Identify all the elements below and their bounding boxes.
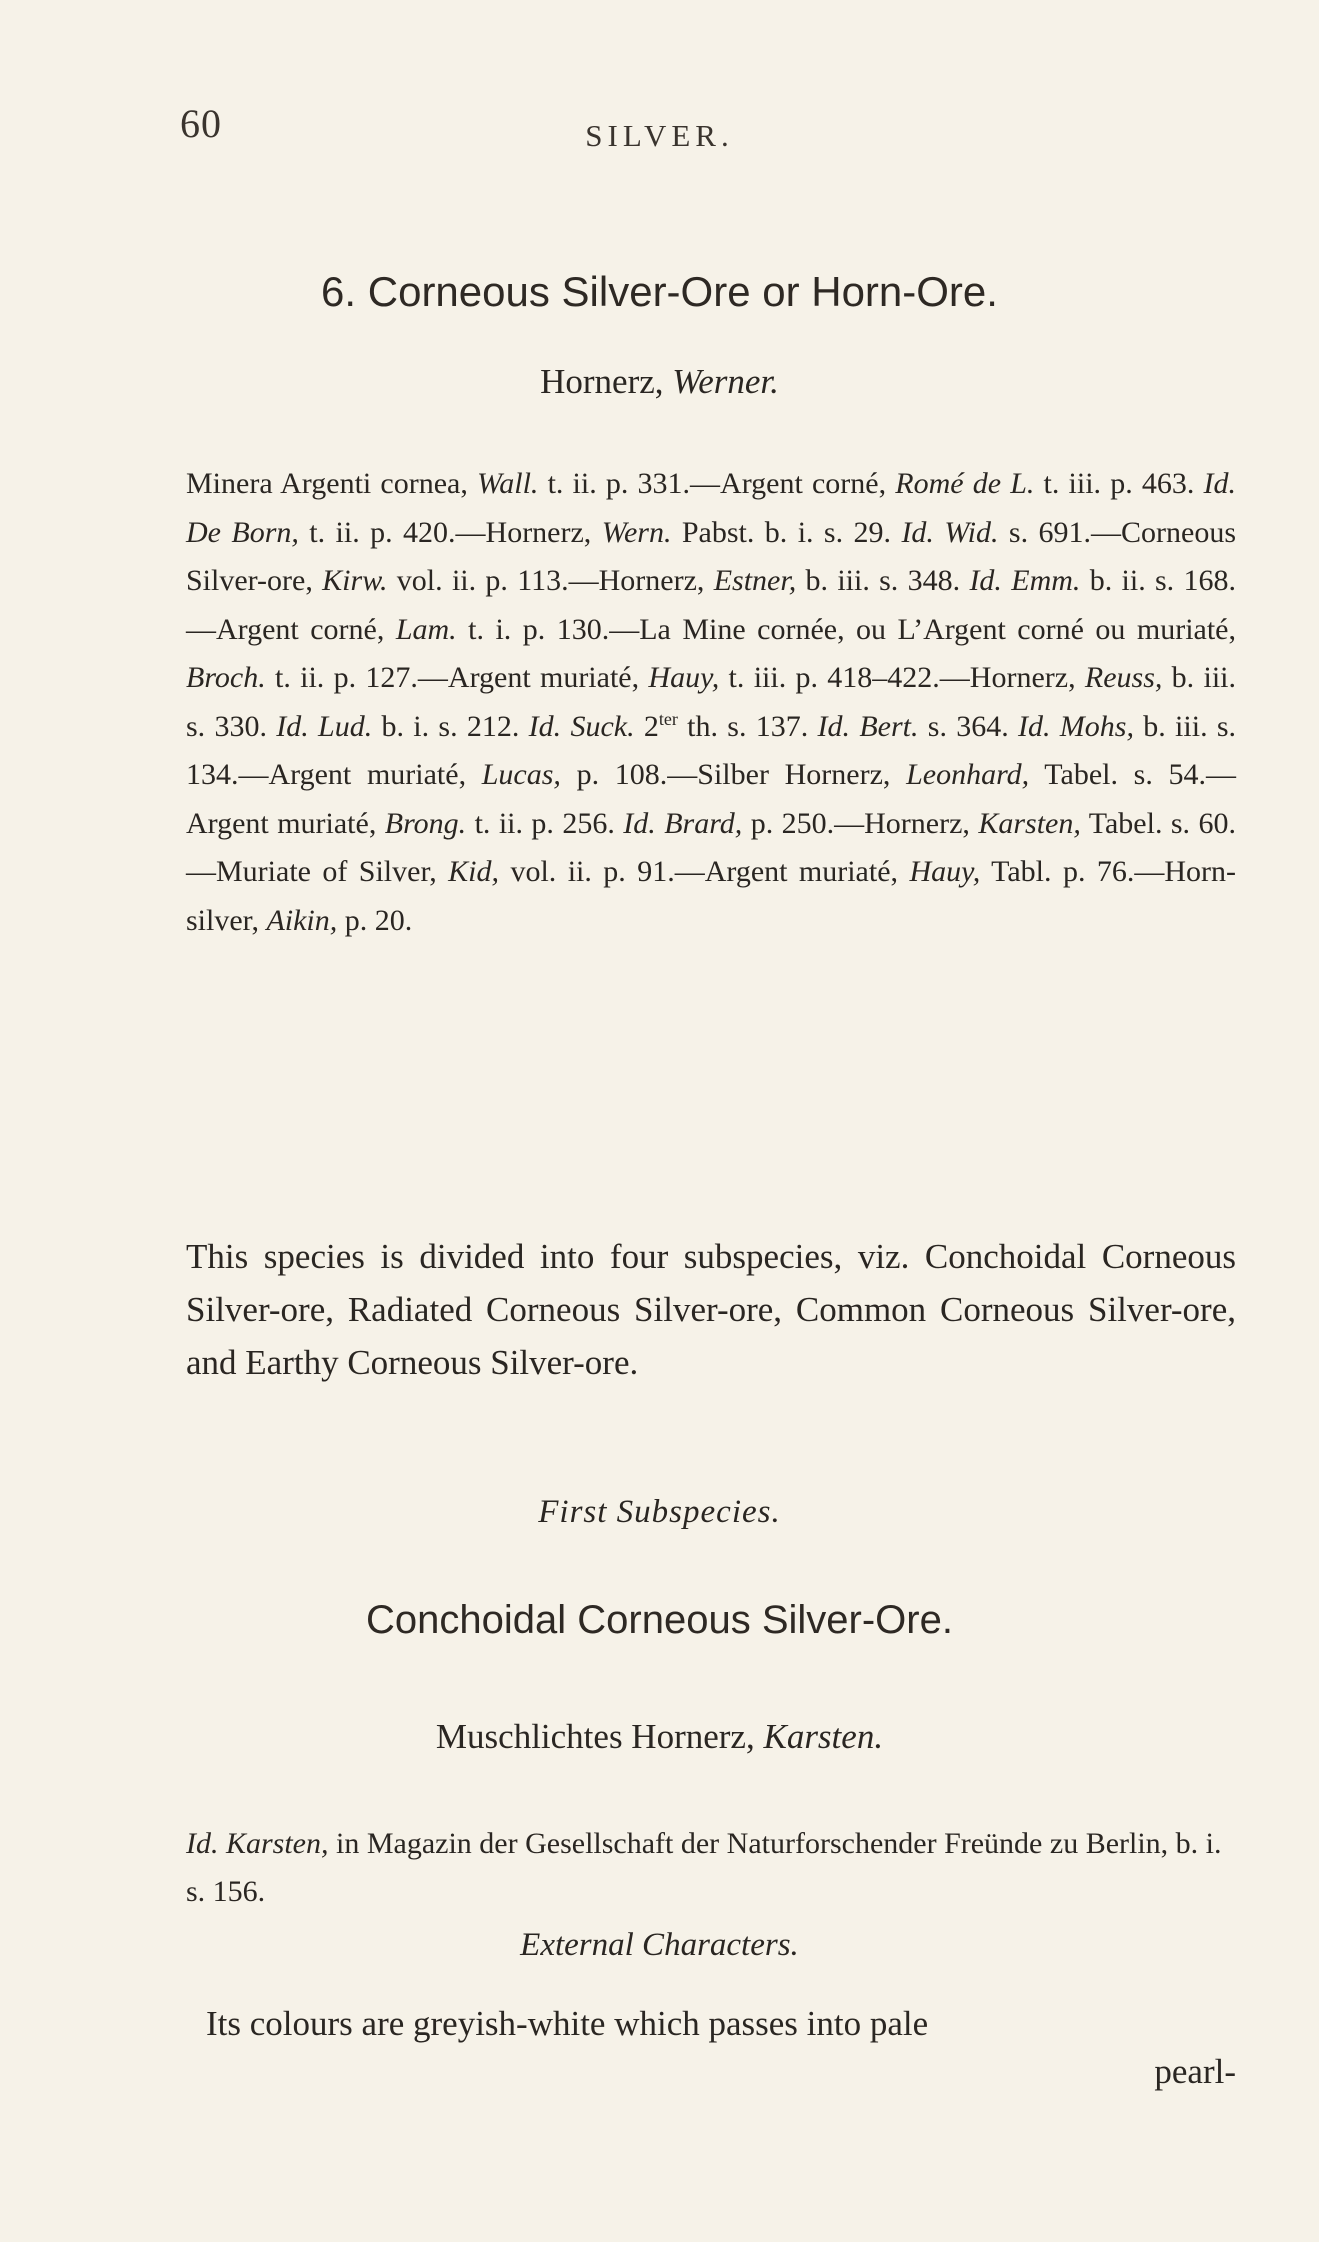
- synonymy-text: Minera Argenti cornea,: [186, 467, 477, 500]
- synonymy-text: vol. ii. p. 113.—Hornerz,: [387, 564, 714, 597]
- synonymy-citation: Karsten,: [978, 806, 1081, 840]
- subspecies-german-name: [0, 1717, 1319, 1757]
- catchword: pearl-: [1154, 2052, 1236, 2091]
- synonymy-text: p. 108.—Silber Hornerz,: [560, 758, 907, 791]
- synonymy-citation: Estner,: [713, 564, 797, 597]
- synonymy-text: t. ii. p. 256.: [466, 806, 624, 840]
- synonymy-text: th. s. 137.: [677, 709, 818, 743]
- section-title-text: Corneous Silver-Ore or Horn-Ore.: [367, 268, 998, 315]
- external-characters-heading: External Characters.: [520, 1927, 799, 1963]
- running-head: SILVER.: [585, 118, 734, 153]
- synonymy-text: Tabel. s. 60.—Muriate of Silver,: [186, 806, 1236, 888]
- synonymy-citation: Id. De Born,: [186, 467, 1237, 549]
- synonymy-citation: Kid,: [448, 855, 500, 888]
- synonymy-citation: Aikin,: [266, 903, 338, 937]
- german-name-author: Werner.: [672, 362, 779, 401]
- synonymy-text: s. 364.: [918, 709, 1019, 743]
- german-name: Hornerz,: [540, 362, 664, 401]
- reference-text: in Magazin der Gesellschaft der Naturforschender Freünde zu Berlin, b. i. s. 156.: [186, 1827, 1222, 1908]
- page-number: 60: [180, 101, 222, 146]
- subspecies-reference: [186, 1820, 1236, 1916]
- external-characters-line: Its colours are greyish-white which passes into pale: [206, 2004, 929, 2043]
- synonymy-citation: Kirw.: [322, 564, 388, 597]
- section-number: 6.: [321, 268, 357, 315]
- synonymy-text: vol. ii. p. 91.—Argent muriaté,: [499, 855, 910, 888]
- synonymy-text: b. ii. s. 168.—Argent corné,: [186, 564, 1236, 646]
- synonymy-citation: Hauy,: [648, 661, 720, 694]
- synonymy-citation: Id. Wid.: [901, 515, 999, 549]
- intro-paragraph: This species is divided into four subspecies, viz. Conchoidal Corneous Silver-ore, Radiated Corneous Silver-ore, Common Corneous Silver-ore, and Earthy Corneous Silver-ore.: [186, 1237, 1236, 1382]
- synonymy-text: b. i. s. 212.: [372, 709, 529, 743]
- synonymy-citation: Romé de L.: [895, 467, 1035, 500]
- synonymy-text: s. 691.—Corneous Silver-ore,: [186, 515, 1236, 597]
- section-title: [0, 268, 1319, 316]
- subspecies-title: Conchoidal Corneous Silver-Ore.: [366, 1598, 953, 1642]
- synonymy-text: Tabel. s. 54.—Argent muriaté,: [186, 758, 1236, 840]
- synonymy-text: t. ii. p. 331.—Argent corné,: [538, 467, 896, 500]
- synonymy-text: t. ii. p. 420.—Hornerz,: [298, 515, 602, 549]
- synonymy-text: b. iii. s. 134.—Argent muriaté,: [186, 709, 1237, 791]
- subspecies-german-author: Karsten.: [763, 1717, 884, 1756]
- external-characters-text: [186, 1998, 1236, 2049]
- synonymy-text: p. 20.: [337, 903, 413, 937]
- synonymy-citation: Id. Mohs,: [1018, 709, 1134, 743]
- synonymy-citation: Reuss,: [1084, 661, 1163, 694]
- synonymy-citation: Wall.: [477, 467, 539, 500]
- synonymy-citation: Id. Lud.: [276, 709, 373, 743]
- subspecies-label: First Subspecies.: [538, 1494, 781, 1530]
- synonymy-citation: Leonhard,: [906, 758, 1030, 791]
- synonymy-citation: Broch.: [186, 661, 266, 694]
- synonymy-paragraph: [186, 460, 1236, 945]
- synonymy-citation: Id. Bert.: [817, 709, 919, 743]
- synonymy-text: t. iii. p. 418–422.—Hornerz,: [719, 661, 1085, 694]
- synonymy-text: t. i. p. 130.—La Mine cornée, ou L’Argent corné ou muriaté,: [456, 612, 1236, 646]
- synonymy-text: t. ii. p. 127.—Argent muriaté,: [265, 661, 649, 694]
- synonymy-text: p. 250.—Hornerz,: [742, 806, 979, 840]
- synonymy-text: Pabst. b. i. s. 29.: [671, 515, 902, 549]
- synonymy-text: b. iii. s. 348.: [796, 564, 970, 597]
- synonymy-text: b. iii. s. 330.: [186, 661, 1236, 743]
- synonymy-citation: Hauy,: [909, 855, 981, 888]
- synonymy-citation: Id. Brard,: [623, 806, 743, 840]
- synonymy-citation: Id. Suck.: [528, 709, 635, 743]
- synonymy-citation: Id. Emm.: [969, 564, 1081, 597]
- synonymy-citation: Wern.: [601, 515, 672, 549]
- synonymy-citation: Brong.: [384, 806, 467, 840]
- subspecies-german-name-text: Muschlichtes Hornerz,: [435, 1717, 755, 1756]
- synonymy-citation: Lam.: [395, 612, 457, 646]
- synonymy-text: 2: [634, 709, 659, 743]
- section-german-name: [0, 362, 1319, 402]
- synonymy-citation: Lucas,: [481, 758, 561, 791]
- synonymy-text: ter: [658, 708, 678, 729]
- reference-author: Id. Karsten,: [186, 1827, 329, 1860]
- synonymy-text: t. iii. p. 463.: [1034, 467, 1204, 500]
- synonymy-text: Tabl. p. 76.—Horn-silver,: [186, 855, 1237, 937]
